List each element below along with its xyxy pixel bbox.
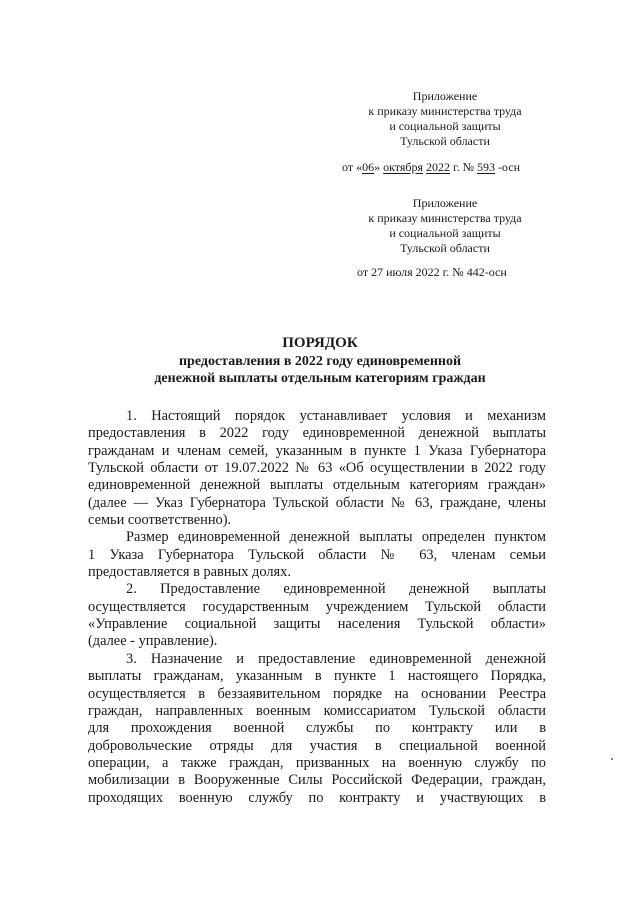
body-line: мобилизации в Вооруженные Силы Российской Федерации, граждан, — [88, 772, 546, 789]
body-line: «Управление социальной защиты населения Тульской области» — [88, 616, 546, 633]
body-line: гражданам и членам семей, указанным в пункте 1 Указа Губернатора — [88, 442, 546, 459]
title-subtitle-line: предоставления в 2022 году единовременной — [178, 354, 462, 369]
order-reference-old: от 27 июля 2022 г. № 442-осн — [357, 265, 507, 279]
appendix-ministry-line: к приказу министерства труда — [368, 211, 522, 225]
appendix-label: Приложение — [412, 89, 478, 103]
appendix-header-old — [330, 196, 560, 256]
order-month: октября — [383, 160, 423, 174]
order-separator: » — [374, 160, 384, 174]
body-line: для прохождения военной службы по контракту или в — [88, 720, 546, 737]
order-day: 06 — [362, 160, 375, 174]
title-subtitle-line: денежной выплаты отдельным категориям граждан — [154, 371, 486, 386]
body-line: (далее — Указ Губернатора Тульской области № 63, граждане, члены — [88, 494, 546, 511]
body-line: Тульской области от 19.07.2022 № 63 «Об осуществлении в 2022 году — [88, 460, 546, 477]
body-line: предоставления в 2022 году единовременной денежной выплаты — [88, 425, 546, 442]
appendix-label: Приложение — [412, 196, 478, 210]
body-line: выплаты гражданам, указанным в пункте 1 настоящего Порядка, — [88, 668, 546, 685]
order-reference-new — [342, 160, 520, 175]
appendix-ministry-line: и социальной защиты — [389, 119, 501, 133]
appendix-region-line: Тульской области — [400, 134, 490, 148]
body-line: осуществляется в беззаявительном порядке на основании Реестра — [88, 685, 546, 702]
title-main: ПОРЯДОК — [282, 335, 358, 351]
body-line: граждан, направленных военным комиссариатом Тульской области — [88, 702, 546, 719]
order-number: 593 — [477, 160, 496, 174]
appendix-ministry-line: к приказу министерства труда — [368, 104, 522, 118]
body-line: 1. Настоящий порядок устанавливает условия и механизм — [126, 408, 546, 424]
body-line: проходящих военную службу по контракту и участвующих в — [88, 789, 546, 806]
body-line: 3. Назначение и предоставление единовременной денежной — [126, 650, 546, 667]
body-line: добровольческие отряды для участия в специальной военной — [88, 737, 546, 754]
appendix-ministry-line: и социальной защиты — [389, 226, 501, 240]
document-body — [88, 408, 546, 807]
body-line: осуществляется государственным учреждением Тульской области — [88, 598, 546, 615]
scan-speck — [611, 758, 613, 760]
body-line: 2. Предоставление единовременной денежной выплаты — [126, 581, 546, 598]
document-title — [90, 333, 550, 387]
body-line: Размер единовременной денежной выплаты определен пунктом — [126, 529, 546, 546]
body-line: 1 Указа Губернатора Тульской области № 63, членам семьи — [88, 546, 546, 563]
order-prefix: от « — [342, 160, 363, 174]
body-line: семьи соответственно). — [88, 512, 232, 529]
body-line: единовременной денежной выплаты отдельным категориям граждан» — [88, 477, 546, 494]
body-line: предоставляется в равных долях. — [88, 564, 291, 581]
order-suffix: -осн — [495, 160, 521, 174]
body-line: (далее - управление). — [88, 633, 218, 650]
body-line: операции, а также граждан, призванных на военную службу по — [88, 754, 546, 771]
order-middle: г. № — [450, 160, 478, 174]
appendix-header-new — [330, 89, 560, 149]
order-year: 2022 — [426, 160, 450, 174]
appendix-region-line: Тульской области — [400, 241, 490, 255]
